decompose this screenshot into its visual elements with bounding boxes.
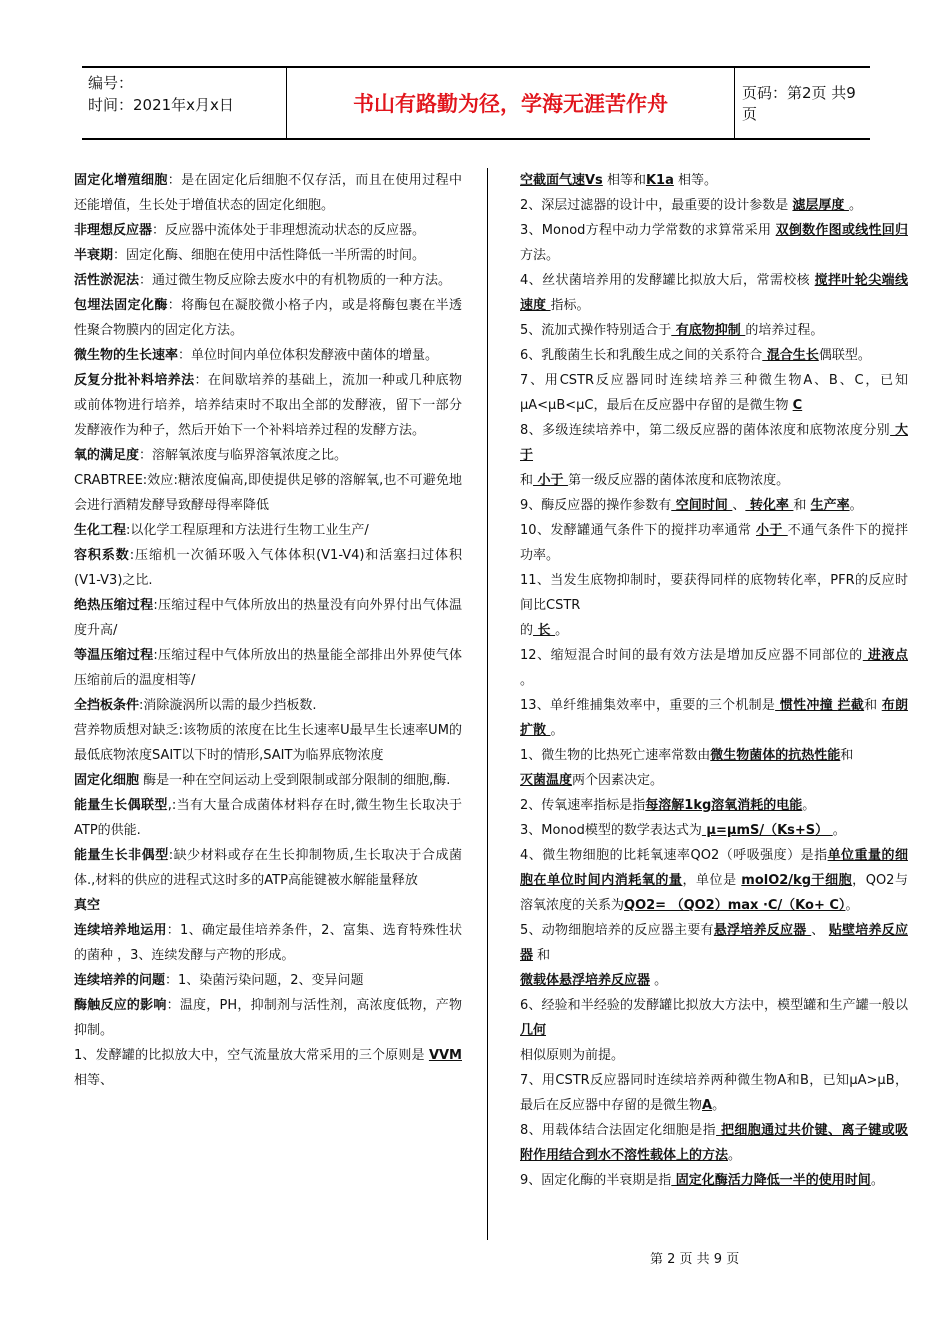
answer-blank: 大于 [520, 423, 908, 463]
time-label: 时间：2021年x月x日 [88, 96, 234, 114]
question-text: 和 [793, 498, 811, 513]
question-text: 。 [832, 823, 846, 838]
term-text: ：温度，PH，抑制剂与活性剂，高浓度低物，产物抑制。 [74, 998, 462, 1038]
definition-paragraph [74, 793, 462, 843]
question-text: 的培养过程。 [745, 323, 824, 338]
term-text: ：单位时间内单位体积发酵液中菌体的增量。 [178, 348, 439, 363]
question-text: 5、动物细胞培养的反应器主要有 [520, 923, 714, 938]
answer-blank: 惯性冲撞 [775, 698, 838, 713]
answer-blank: 长 [533, 623, 556, 638]
question-text: 和 [533, 948, 551, 963]
question-paragraph [520, 418, 908, 468]
answer-blank: 每溶解1kg溶氧消耗的电能 [645, 798, 803, 813]
answer-blank: 固定化酶活力降低一半的使用时间 [671, 1173, 871, 1188]
term-label: 酶触反应的影响 [74, 998, 167, 1013]
definition-paragraph [74, 243, 462, 268]
question-text: 方法。 [520, 248, 560, 263]
term-text: ：是在固定化后细胞不仅存活，而且在使用过程中还能增值，生长处于增值状态的固定化细胞。 [74, 173, 462, 213]
term-text: :以化学工程原理和方法进行生物工业生产/ [126, 523, 369, 538]
term-label: 连续培养的问题 [74, 973, 166, 988]
question-text: 13、单纤维捕集效率中，重要的三个机制是 [520, 698, 776, 713]
term-label: 等温压缩过程 [74, 648, 154, 663]
term-text: 相等、 [74, 1073, 114, 1088]
answer-blank: 微载体悬浮培养反应器 [520, 973, 651, 988]
term-label: 真空 [74, 898, 101, 913]
answer-blank: 把细胞通过共价键、离子键或吸附作用结合到水不溶性载体上的方法 [520, 1123, 908, 1163]
question-text: 。 [728, 1148, 742, 1163]
question-text: 第一级反应器的菌体浓度和底物浓度。 [568, 473, 790, 488]
question-text: 相似原则为前提。 [520, 1048, 625, 1063]
question-text: 6、乳酸菌生长和乳酸生成之间的关系符合 [520, 348, 763, 363]
term-text: :压缩机一次循环吸入气体体积(V1-V4)和活塞扫过体积(V1-V3)之比. [74, 548, 462, 588]
question-text: 相等。 [673, 173, 717, 188]
definition-paragraph [74, 718, 462, 768]
question-text: 3、Monod方程中动力学常数的求算常采用 [520, 223, 776, 238]
question-paragraph [520, 643, 908, 693]
term-label: 能量生长非偶型 [74, 848, 169, 863]
question-paragraph [520, 793, 908, 818]
header-motto: 书山有路勤为径，学海无涯苦作舟 [287, 68, 735, 138]
question-paragraph [520, 493, 908, 518]
term-label: 半衰期 [74, 248, 114, 263]
term-text: :缺少材料或存在生长抑制物质,生长取决于合成菌体.,材料的供应的进程式这时多的ATP高能键被水解能量释放 [74, 848, 462, 888]
term-text: 酶是一种在空间运动上受到限制或部分限制的细胞,酶. [139, 773, 451, 788]
question-text: 和 [864, 698, 882, 713]
definition-paragraph [74, 543, 462, 593]
question-paragraph [520, 518, 908, 568]
definition-paragraph [74, 168, 462, 218]
question-paragraph [520, 1068, 908, 1118]
answer-blank: 转化率 [745, 498, 794, 513]
question-text: 指标。 [550, 298, 590, 313]
definition-paragraph [74, 443, 462, 468]
question-text: 、 [732, 498, 746, 513]
question-text: 4、丝状菌培养用的发酵罐比拟放大后，常需校核 [520, 273, 815, 288]
page-header [82, 66, 870, 140]
header-page-info: 页码：第2页 共9页 [742, 84, 856, 123]
left-column [74, 168, 462, 1093]
definition-paragraph [74, 893, 462, 918]
answer-blank: 布朗扩散 [520, 698, 908, 738]
question-text: 。 [848, 198, 862, 213]
question-text: 。 [555, 623, 569, 638]
term-label: 微生物的生长速率 [74, 348, 179, 363]
answer-blank: 贴壁培养反应器 [520, 923, 908, 963]
term-text: ：溶解氧浓度与临界溶氧浓度之比。 [139, 448, 348, 463]
definition-paragraph [74, 593, 462, 643]
term-text: :压缩过程中气体所放出的热量能全部排出外界使气体压缩前后的温度相等/ [74, 648, 462, 688]
question-text: 。 [849, 498, 863, 513]
question-paragraph [520, 693, 908, 743]
term-text: :消除漩涡所以需的最少挡板数. [139, 698, 317, 713]
answer-blank: 空间时间 [671, 498, 733, 513]
answer-blank: 有底物抑制 [671, 323, 746, 338]
question-text: 9、固定化酶的半衰期是指 [520, 1173, 672, 1188]
definition-paragraph [74, 768, 462, 793]
question-paragraph [520, 818, 908, 843]
question-text: 1、微生物的比热死亡速率常数由 [520, 748, 711, 763]
term-text: ,:当有大量合成菌体材料存在时,微生物生长取决于ATP的供能. [74, 798, 462, 838]
question-text: 相等和 [602, 173, 646, 188]
question-text: 7、用CSTR反应器同时连续培养两种微生物A和B，已知μA>μB，最后在反应器中存留的是微生物 [520, 1073, 908, 1113]
question-text: 。 [712, 1098, 726, 1113]
question-paragraph [520, 368, 908, 418]
question-text: 两个因素决定。 [572, 773, 664, 788]
question-text: 8、多级连续培养中，第二级反应器的菌体浓度和底物浓度分别 [520, 423, 891, 438]
term-label: 包埋法固定化酶 [74, 298, 168, 313]
answer-blank: VVM [428, 1048, 462, 1063]
question-text: 偶联型。 [818, 348, 871, 363]
term-text: ：通过微生物反应除去废水中的有机物质的一种方法。 [139, 273, 452, 288]
question-text: 。 [845, 898, 859, 913]
term-label: 固定化增殖细胞 [74, 173, 168, 188]
question-paragraph [520, 843, 908, 918]
definition-paragraph [74, 293, 462, 343]
question-paragraph [520, 193, 908, 218]
term-label: 非理想反应器 [74, 223, 153, 238]
term-text: ：将酶包在凝胶微小格子内，或是将酶包裹在半透性聚合物膜内的固定化方法。 [74, 298, 462, 338]
term-label: 活性淤泥法 [74, 273, 140, 288]
number-label: 编号： [88, 74, 134, 92]
question-text: 4、微生物细胞的比耗氧速率QO2（呼吸强度）是指 [520, 848, 828, 863]
answer-blank: 灭菌温度 [520, 773, 573, 788]
question-text: 12、缩短混合时间的最有效方法是增加反应器不同部位的 [520, 648, 863, 663]
term-label: 生化工程 [74, 523, 127, 538]
definition-paragraph [74, 693, 462, 718]
question-text: 2、传氧速率指标是指 [520, 798, 646, 813]
definition-paragraph [74, 843, 462, 893]
answer-blank: A [702, 1098, 713, 1113]
question-text: 5、流加式操作特别适合于 [520, 323, 672, 338]
term-label: 容积系数 [74, 548, 130, 563]
term-text: 营养物质想对缺乏:该物质的浓度在比生长速率U最早生长速率UM的最低底物浓度SAIT以下时的情形,SAIT为临界底物浓度 [74, 723, 462, 763]
question-text: 。 [650, 973, 668, 988]
term-label: 绝热压缩过程 [74, 598, 154, 613]
question-text: 7、用CSTR反应器同时连续培养三种微生物A、B、C，已知μA<μB<μC，最后在反应器中存留的是微生物 [520, 373, 908, 413]
answer-blank: μ=μmS/（Ks+S） [701, 823, 833, 838]
answer-blank: 空截面气速Vs [520, 173, 603, 188]
term-text: 1、发酵罐的比拟放大中，空气流量放大常采用的三个原则是 [74, 1048, 429, 1063]
term-text: ：在间歇培养的基础上，流加一种或几种底物或前体物进行培养，培养结束时不取出全部的发酵液，留下一部分发酵液作为种子，然后开始下一个补料培养过程的发酵方法。 [74, 373, 462, 438]
question-paragraph [520, 993, 908, 1043]
answer-blank: 单位重量的细胞在单位时间内消耗氧的量 [520, 848, 908, 888]
question-paragraph [520, 968, 908, 993]
page-footer: 第 2 页 共 9 页 [650, 1252, 740, 1267]
answer-blank: 生产率 [810, 498, 850, 513]
question-text: 。 [550, 723, 564, 738]
term-text: ：反应器中流体处于非理想流动状态的反应器。 [152, 223, 426, 238]
definition-paragraph [74, 918, 462, 968]
question-text: 2、深层过滤器的设计中，最重要的设计参数是 [520, 198, 793, 213]
answer-blank: 小于 [755, 523, 788, 538]
definition-paragraph [74, 368, 462, 443]
question-text: 。 [870, 1173, 884, 1188]
term-text: ：1、确定最佳培养条件，2、富集、选育特殊性状的菌种 ，3、连续发酵与产物的形成。 [74, 923, 462, 963]
question-paragraph [520, 568, 908, 618]
answer-blank: 悬浮培养反应器 [713, 923, 812, 938]
question-text: 11、当发生底物抑制时，要获得同样的底物转化率，PFR的反应时间比CSTR [520, 573, 908, 613]
question-text: ，QO2与溶氧浓度的关系为 [520, 873, 908, 913]
answer-blank: 搅拌叶轮尖端线速度 [520, 273, 908, 313]
answer-blank: C [792, 398, 803, 413]
question-paragraph [520, 468, 908, 493]
answer-blank: 滤层厚度 [792, 198, 849, 213]
definition-paragraph [74, 993, 462, 1043]
term-label: 全挡板条件 [74, 698, 140, 713]
question-paragraph [520, 218, 908, 268]
question-text: 9、酶反应器的操作参数有 [520, 498, 672, 513]
question-paragraph [520, 268, 908, 318]
term-label: 固定化细胞 [74, 773, 140, 788]
answer-blank: K1a [645, 173, 674, 188]
question-text: 的 [520, 623, 534, 638]
term-text: :压缩过程中气体所放出的热量没有向外界付出气体温度升高/ [74, 598, 462, 638]
header-meta [82, 68, 287, 138]
definition-paragraph [74, 268, 462, 293]
definition-paragraph [74, 1043, 462, 1093]
answer-blank: QO2= （QO2）max ·C/（Ko+ C） [624, 898, 846, 913]
question-text: 10、发酵罐通气条件下的搅拌功率通常 [520, 523, 756, 538]
question-text: 。 [802, 798, 816, 813]
question-paragraph [520, 743, 908, 768]
question-paragraph [520, 318, 908, 343]
answer-blank: 小于 [533, 473, 569, 488]
answer-blank: 混合生长 [762, 348, 819, 363]
column-divider [487, 168, 488, 1240]
answer-blank: 进液点 [862, 648, 908, 663]
question-text: 6、经验和半经验的发酵罐比拟放大方法中，模型罐和生产罐一般以 [520, 998, 908, 1013]
definition-paragraph [74, 518, 462, 543]
question-text: 不通气条件下的搅拌功率。 [520, 523, 908, 563]
question-text: 和 [840, 748, 854, 763]
term-label: 氧的满足度 [74, 448, 140, 463]
definition-paragraph [74, 343, 462, 368]
answer-blank: 拦截 [837, 698, 865, 713]
question-paragraph [520, 343, 908, 368]
question-text: 8、用载体结合法固定化细胞是指 [520, 1123, 717, 1138]
term-label: 连续培养地运用 [74, 923, 167, 938]
answer-blank: 几何 [520, 1023, 547, 1038]
question-text: 。 [520, 673, 534, 688]
question-paragraph [520, 1043, 908, 1068]
question-text: 和 [520, 473, 534, 488]
definition-paragraph [74, 218, 462, 243]
question-text: 3、Monod模型的数学表达式为 [520, 823, 702, 838]
question-paragraph [520, 1118, 908, 1168]
term-text: ：固定化酶、细胞在使用中活性降低一半所需的时间。 [113, 248, 426, 263]
answer-blank: 双倒数作图或线性回归 [775, 223, 908, 238]
answer-blank: molO2/kg干细胞 [741, 873, 853, 888]
question-text: ，单位是 [682, 873, 742, 888]
term-text: CRABTREE:效应:糖浓度偏高,即使提供足够的溶解氧,也不可避免地会进行酒精发酵导致酵母得率降低 [74, 473, 462, 513]
term-label: 能量生长偶联型 [74, 798, 168, 813]
question-paragraph [520, 768, 908, 793]
definition-paragraph [74, 468, 462, 518]
definition-paragraph [74, 968, 462, 993]
definition-paragraph [74, 643, 462, 693]
question-paragraph [520, 918, 908, 968]
question-paragraph [520, 618, 908, 643]
question-paragraph [520, 1168, 908, 1193]
right-column [520, 168, 908, 1193]
term-text: ：1、染菌污染问题，2、变异问题 [165, 973, 364, 988]
question-text: 、 [811, 923, 829, 938]
answer-blank: 微生物菌体的抗热性能 [710, 748, 841, 763]
question-paragraph [520, 168, 908, 193]
term-label: 反复分批补料培养法 [74, 373, 195, 388]
